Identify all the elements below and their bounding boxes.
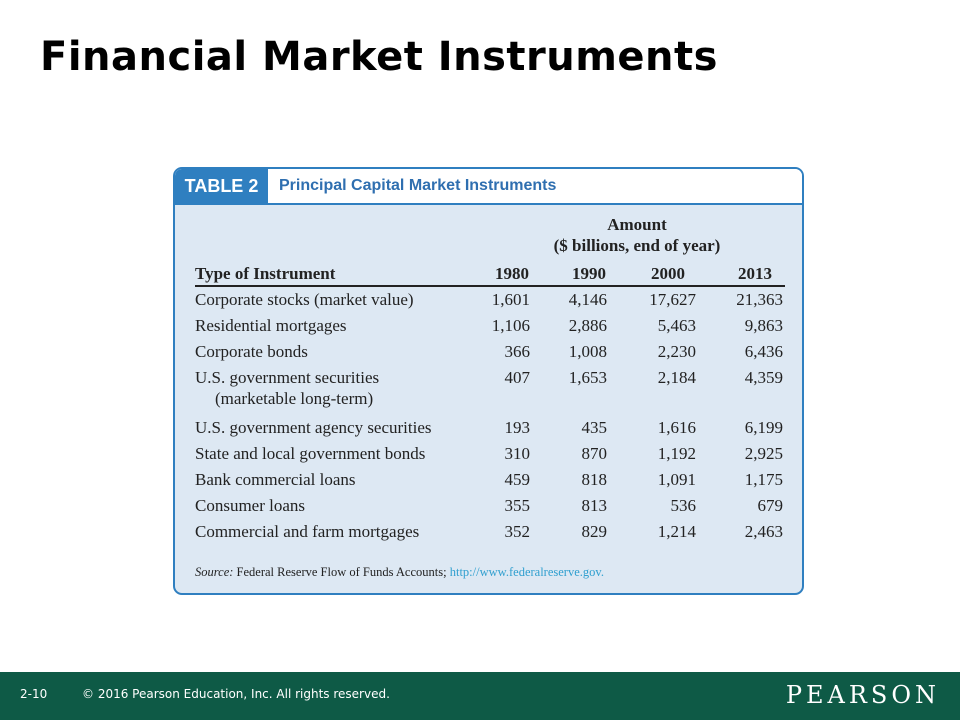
table-caption: Principal Capital Market Instruments <box>279 177 557 194</box>
row-label: U.S. government securities <box>195 368 380 387</box>
value-cell: 813 <box>581 496 607 515</box>
page-number: 2-10 <box>20 687 48 701</box>
data-table <box>173 167 804 595</box>
source-link[interactable]: http://www.federalreserve.gov. <box>449 565 604 579</box>
value-cell: 1,653 <box>568 368 607 387</box>
value-cell: 4,359 <box>744 368 783 387</box>
value-cell: 355 <box>504 496 530 515</box>
value-cell: 407 <box>504 368 530 387</box>
row-label: State and local government bonds <box>195 444 426 463</box>
slide-footer <box>0 672 960 720</box>
value-cell: 366 <box>504 342 530 361</box>
row-label: U.S. government agency securities <box>195 418 432 437</box>
value-cell: 6,436 <box>744 342 783 361</box>
value-cell: 435 <box>581 418 607 437</box>
column-header-1980: 1980 <box>495 264 529 283</box>
value-cell: 459 <box>504 470 530 489</box>
value-cell: 1,008 <box>568 342 607 361</box>
row-label: Residential mortgages <box>195 316 347 335</box>
value-cell: 1,106 <box>491 316 530 335</box>
value-cell: 870 <box>581 444 607 463</box>
value-cell: 2,463 <box>744 522 783 541</box>
source-prefix: Source: <box>195 565 234 579</box>
value-cell: 679 <box>757 496 783 515</box>
value-cell: 310 <box>504 444 530 463</box>
column-header-1990: 1990 <box>572 264 606 283</box>
value-cell: 818 <box>581 470 607 489</box>
value-cell: 829 <box>581 522 607 541</box>
row-label: Corporate bonds <box>195 342 308 361</box>
value-cell: 1,175 <box>744 470 783 489</box>
value-cell: 1,214 <box>657 522 696 541</box>
row-label: Bank commercial loans <box>195 470 356 489</box>
row-label: Consumer loans <box>195 496 306 515</box>
value-cell: 9,863 <box>744 316 783 335</box>
amount-header <box>527 214 747 256</box>
table-header <box>175 169 802 205</box>
value-cell: 536 <box>670 496 696 515</box>
amount-header-line1: Amount <box>607 215 667 234</box>
table-source <box>195 565 604 580</box>
value-cell: 1,601 <box>491 290 530 309</box>
row-label-continued: (marketable long-term) <box>215 389 374 408</box>
value-cell: 1,616 <box>657 418 696 437</box>
value-cell: 17,627 <box>649 290 696 309</box>
value-cell: 1,192 <box>657 444 696 463</box>
row-label: Corporate stocks (market value) <box>195 290 414 309</box>
value-cell: 193 <box>504 418 530 437</box>
amount-header-line2: ($ billions, end of year) <box>553 236 721 255</box>
source-text: Federal Reserve Flow of Funds Accounts; <box>236 565 447 579</box>
value-cell: 6,199 <box>744 418 783 437</box>
value-cell: 352 <box>504 522 530 541</box>
publisher-logo: PEARSON <box>785 681 940 709</box>
column-header-type: Type of Instrument <box>195 264 336 283</box>
row-label: Commercial and farm mortgages <box>195 522 420 541</box>
value-cell: 1,091 <box>657 470 696 489</box>
header-rule <box>195 285 785 287</box>
value-cell: 2,925 <box>744 444 783 463</box>
value-cell: 2,230 <box>657 342 696 361</box>
value-cell: 2,886 <box>568 316 607 335</box>
value-cell: 21,363 <box>736 290 783 309</box>
column-header-2013: 2013 <box>738 264 772 283</box>
value-cell: 4,146 <box>568 290 607 309</box>
copyright-notice: © 2016 Pearson Education, Inc. All rights reserved. <box>82 687 390 701</box>
column-header-2000: 2000 <box>651 264 685 283</box>
table-number-tag: TABLE 2 <box>175 169 268 203</box>
slide-title: Financial Market Instruments <box>40 34 718 80</box>
value-cell: 2,184 <box>657 368 696 387</box>
value-cell: 5,463 <box>657 316 696 335</box>
